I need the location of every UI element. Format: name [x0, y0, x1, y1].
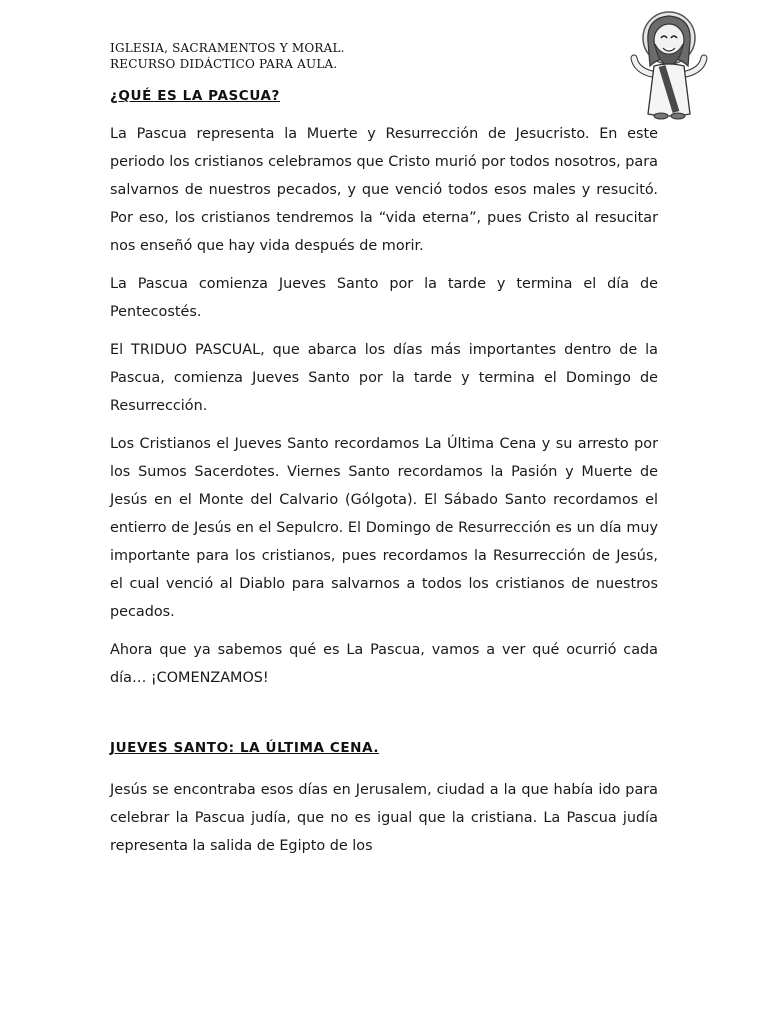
paragraph-holy-week-days: Los Cristianos el Jueves Santo recordamos La Última Cena y su arresto por los Sumos Sacerdotes. Viernes Santo recordamos la Pasión y Muerte de Jesús en el Monte del Calvario (Gólgota). El Sábado Santo recordamos el entierro de Jesús en el Sepulcro. El Domingo de Resurrección es un día muy importante para los cristianos, pues recordamos la Resurrección de Jesús, el cual venció al Diablo para salvarnos a todos los cristianos de nuestros pecados.	[110, 436, 658, 620]
document-body	[110, 88, 658, 860]
document-header	[110, 40, 345, 72]
paragraph-comenzamos: Ahora que ya sabemos qué es La Pascua, vamos a ver qué ocurrió cada día… ¡COMENZAMOS!	[110, 642, 658, 686]
paragraph-triduo-pascual: El TRIDUO PASCUAL, que abarca los días más importantes dentro de la Pascua, comienza Jueves Santo por la tarde y termina el Domingo de Resurrección.	[110, 342, 658, 414]
paragraph-pascua-definition: La Pascua representa la Muerte y Resurrección de Jesucristo. En este periodo los cristianos celebramos que Cristo murió por todos nosotros, para salvarnos de nuestros pecados, y que venció todos esos males y resucitó. Por eso, los cristianos tendremos la “vida eterna”, pues Cristo al resucitar nos enseñó que hay vida después de morir.	[110, 126, 658, 254]
paragraph-jueves-santo: Jesús se encontraba esos días en Jerusalem, ciudad a la que había ido para celebrar la Pascua judía, que no es igual que la cristiana. La Pascua judía representa la salida de Egipto de los	[110, 782, 658, 854]
section-title-pascua: ¿QUÉ ES LA PASCUA?	[110, 88, 280, 104]
section-title-jueves-santo: JUEVES SANTO: LA ÚLTIMA CENA.	[110, 740, 380, 756]
header-line-1: IGLESIA, SACRAMENTOS Y MORAL.	[110, 41, 345, 55]
header-line-2: RECURSO DIDÁCTICO PARA AULA.	[110, 57, 338, 71]
paragraph-pascua-duration: La Pascua comienza Jueves Santo por la tarde y termina el día de Pentecostés.	[110, 276, 658, 320]
